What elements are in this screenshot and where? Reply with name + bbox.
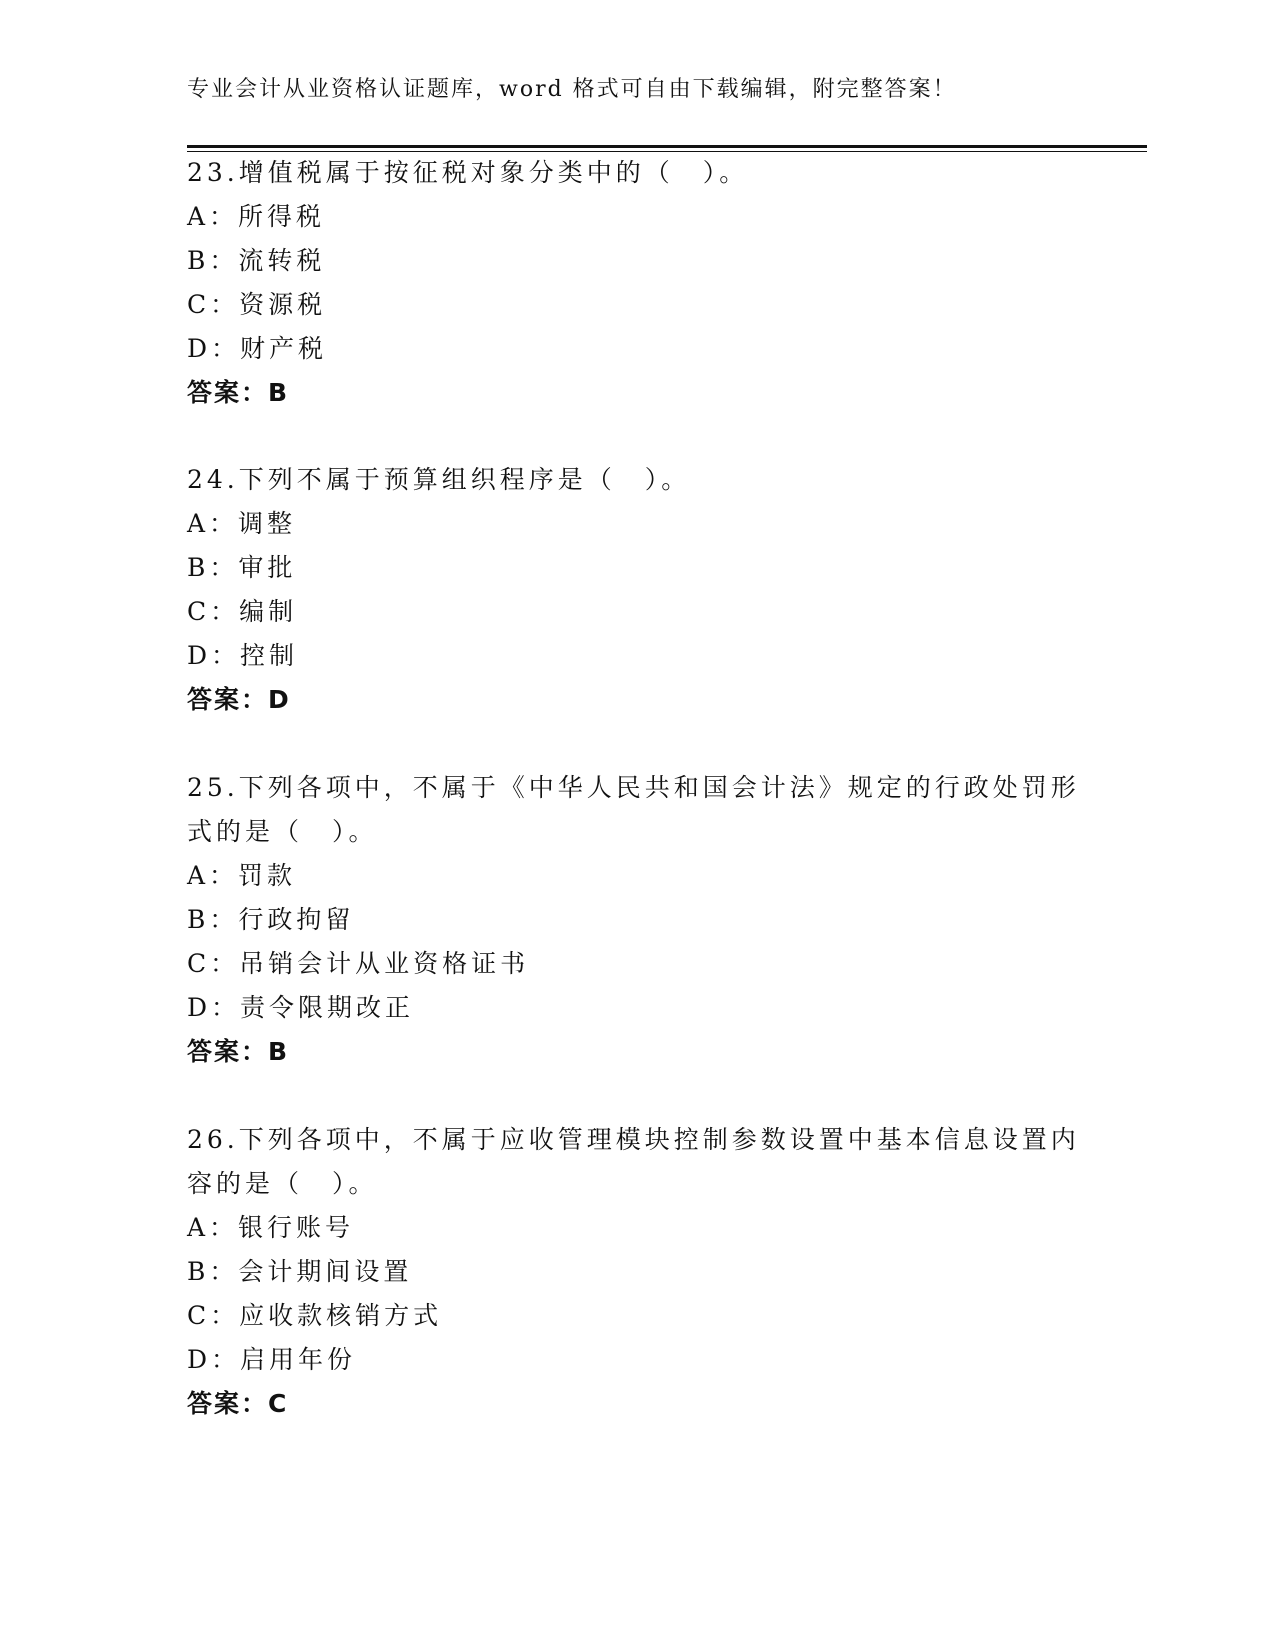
question-23-option-a: A：所得税: [187, 202, 326, 231]
question-23-answer: 答案：B: [187, 378, 290, 407]
question-25-option-c: C：吊销会计从业资格证书: [187, 949, 530, 978]
question-25-option-d: D：责令限期改正: [187, 993, 415, 1022]
question-24-option-a: A：调整: [187, 509, 297, 538]
question-23-stem: 23.增值税属于按征税对象分类中的（ ）。: [187, 158, 749, 187]
question-26-option-a: A：银行账号: [187, 1213, 355, 1242]
question-24-stem: 24.下列不属于预算组织程序是（ ）。: [187, 465, 691, 494]
question-23-option-b: B：流转税: [187, 246, 326, 275]
question-25-stem-line-2: 式的是（ ）。: [187, 817, 378, 846]
header-rule-thin: [187, 151, 1147, 152]
page-header: 专业会计从业资格认证题库，word 格式可自由下载编辑，附完整答案！: [187, 77, 957, 102]
question-25-answer: 答案：B: [187, 1037, 290, 1066]
question-25-stem-line-1: 25.下列各项中，不属于《中华人民共和国会计法》规定的行政处罚形: [187, 773, 1080, 802]
header-rule-thick: [187, 145, 1147, 148]
question-26-option-c: C：应收款核销方式: [187, 1301, 443, 1330]
question-23-option-d: D：财产税: [187, 334, 328, 363]
question-24-answer: 答案：D: [187, 685, 291, 714]
question-26-stem-line-1: 26.下列各项中，不属于应收管理模块控制参数设置中基本信息设置内: [187, 1125, 1080, 1154]
question-26-stem-line-2: 容的是（ ）。: [187, 1169, 378, 1198]
question-26-option-d: D：启用年份: [187, 1345, 357, 1374]
question-24-option-d: D：控制: [187, 641, 299, 670]
question-26-option-b: B：会计期间设置: [187, 1257, 413, 1286]
question-25-option-b: B：行政拘留: [187, 905, 355, 934]
question-24-option-b: B：审批: [187, 553, 297, 582]
question-24-option-c: C：编制: [187, 597, 298, 626]
question-26-answer: 答案：C: [187, 1389, 289, 1418]
question-25-option-a: A：罚款: [187, 861, 297, 890]
question-23-option-c: C：资源税: [187, 290, 327, 319]
